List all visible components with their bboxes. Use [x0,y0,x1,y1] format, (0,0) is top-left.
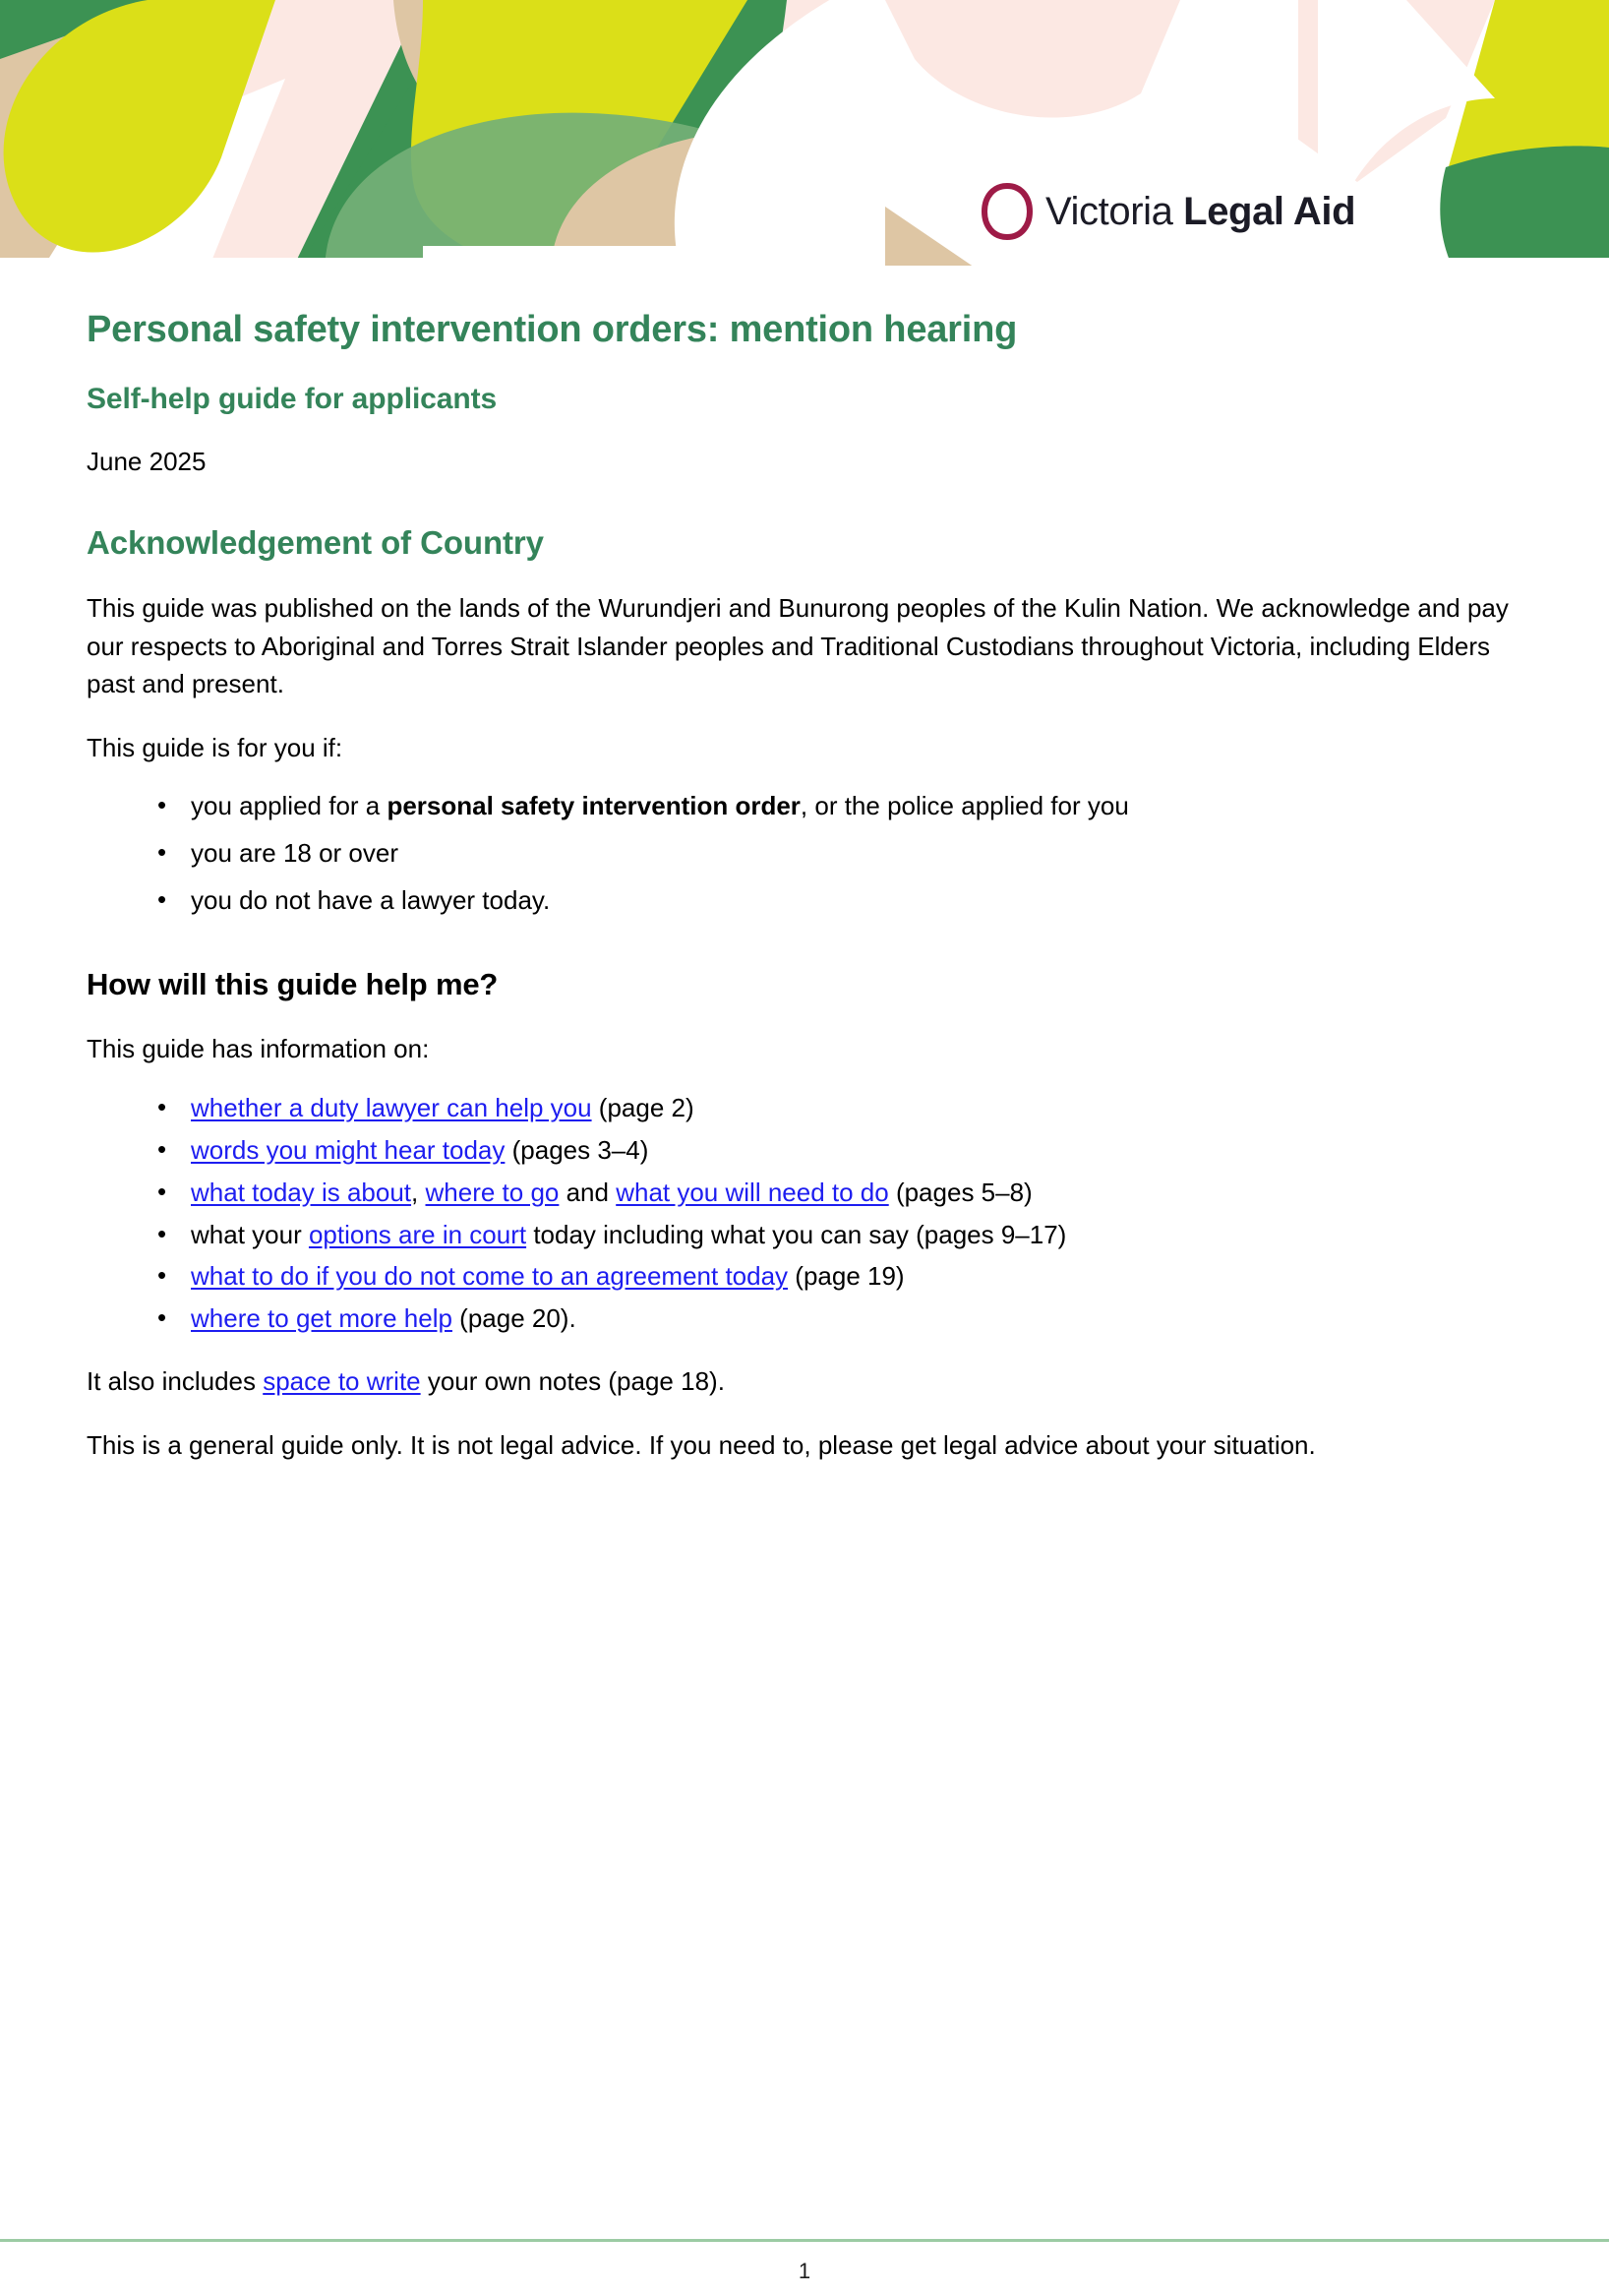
header-decorative-banner [0,0,1609,273]
list-item-emphasis: personal safety intervention order [387,791,801,821]
list-item [157,1132,1518,1169]
list-item [157,1217,1518,1253]
footer-divider [0,2239,1609,2242]
document-body [87,307,1518,1464]
help-section-intro: This guide has information on: [87,1034,430,1064]
help-section-heading: How will this guide help me? [87,967,499,1002]
content-link[interactable]: what you will need to do [616,1177,889,1207]
content-link[interactable]: whether a duty lawyer can help you [191,1092,592,1122]
page-title: Personal safety intervention orders: mention hearing [87,309,1018,350]
list-item [157,1175,1518,1211]
page-subtitle: Self-help guide for applicants [87,382,498,415]
list-item-text: you are 18 or over [191,838,399,869]
content-text: It also includes [87,1366,264,1397]
content-text: (page 2) [591,1092,694,1122]
content-text: (pages 3–4) [505,1134,649,1165]
list-item [157,835,1518,872]
disclaimer-text: This is a general guide only. It is not legal advice. If you need to, please get legal advice about your situation. [87,1429,1316,1460]
list-item-text: you do not have a lawyer today. [191,885,551,916]
content-link[interactable]: words you might hear today [191,1134,506,1165]
content-text: today including what you can say (pages 9–17) [526,1219,1067,1249]
victoria-legal-aid-logo [982,183,1355,240]
audience-list [87,788,1518,919]
content-link[interactable]: space to write [263,1366,421,1397]
list-item [157,788,1518,824]
content-link[interactable]: what to do if you do not come to an agreement today [191,1261,789,1292]
content-text: (page 19) [788,1261,905,1292]
content-link[interactable]: where to go [425,1177,560,1207]
notes-line [87,1362,1518,1400]
content-text: , [411,1177,426,1207]
list-item [157,882,1518,919]
vla-ring-icon [982,183,1033,240]
banner-artwork [0,0,1609,273]
acknowledgement-heading: Acknowledgement of Country [87,523,544,561]
content-text: what your [191,1219,309,1249]
content-text: and [559,1177,617,1207]
audience-intro: This guide is for you if: [87,732,343,762]
list-item [157,1258,1518,1295]
help-topics-list [87,1090,1518,1337]
content-link[interactable]: options are in court [308,1219,527,1249]
footer-page-number: 1 [798,2259,811,2283]
publication-date: June 2025 [87,446,207,476]
content-link[interactable]: what today is about [191,1177,412,1207]
list-item-text: you applied for a [191,791,387,821]
content-link[interactable]: where to get more help [191,1303,452,1334]
list-item [157,1090,1518,1126]
content-text: your own notes (page 18). [420,1366,725,1397]
content-text: (pages 5–8) [888,1177,1033,1207]
logo-wordmark [1045,192,1355,231]
logo-word-legal-aid: Legal Aid [1183,190,1356,233]
acknowledgement-body: This guide was published on the lands of the Wurundjeri and Bunurong peoples of the Kulin Nation. We acknowledge and pay our respects to Aboriginal and Torres Strait Islander peoples and Traditional Custodians throughout Victoria, including Elders past and present. [87,593,1509,699]
content-text: (page 20). [451,1303,576,1334]
logo-word-victoria: Victoria [1045,190,1184,233]
list-item [157,1300,1518,1337]
list-item-text: , or the police applied for you [800,791,1129,821]
